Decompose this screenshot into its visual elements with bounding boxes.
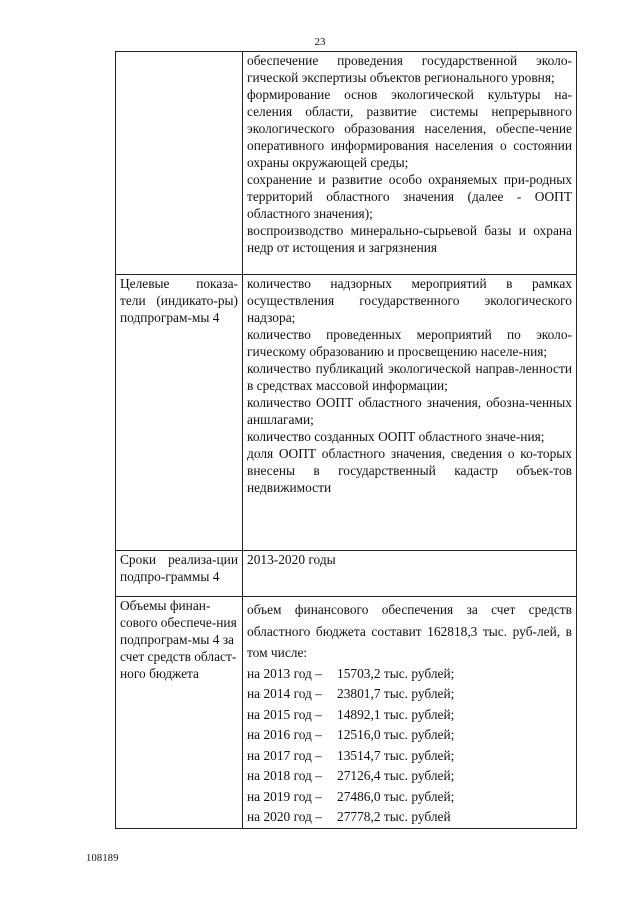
indicators-label-cell: Целевые показа-тели (индикато-ры) подпрограм-мы 4	[116, 275, 243, 551]
finance-year: на 2018 год –	[247, 768, 322, 783]
table-row-terms	[116, 551, 577, 597]
goals-paragraph: формирование основ экологической культуры на-селения области, развитие системы непрерывного экологического образования населения, обеспе-чение оперативного информирования населения о состоянии охраны окружающей среды;	[247, 87, 572, 170]
table-row-finance	[116, 597, 577, 829]
finance-amount: 27486,0 тыс. рублей;	[337, 788, 455, 804]
finance-year-row	[247, 766, 572, 787]
finance-year: на 2017 год –	[247, 747, 322, 763]
table-row-goals	[116, 52, 577, 275]
finance-amount: 14892,1 тыс. рублей;	[337, 706, 455, 722]
finance-year-row	[247, 787, 572, 808]
goals-paragraph: обеспечение проведения государственной эколо-гической экспертизы объектов регионального уровня;	[247, 53, 572, 85]
document-code: 108189	[86, 853, 119, 864]
goals-content-cell	[243, 52, 577, 275]
terms-content-cell: 2013-2020 годы	[243, 551, 577, 597]
goals-paragraph: воспроизводство минерально-сырьевой базы и охрана недр от истощения и загрязнения	[247, 223, 572, 255]
terms-label-cell: Сроки реализа-ции подпро-граммы 4	[116, 551, 243, 597]
finance-content-cell	[243, 597, 577, 829]
indicator-paragraph: количество проведенных мероприятий по эколо-гическому образованию и просвещению населе-ния;	[247, 327, 572, 359]
finance-year-row	[247, 684, 572, 705]
finance-year: на 2020 год –	[247, 809, 322, 824]
finance-year: на 2013 год –	[247, 665, 322, 681]
finance-year-row	[247, 807, 572, 828]
finance-year-row	[247, 746, 572, 767]
finance-year-row	[247, 725, 572, 746]
goals-label-cell	[116, 52, 243, 275]
finance-year: на 2014 год –	[247, 686, 322, 701]
finance-amount: 13514,7 тыс. рублей;	[337, 747, 455, 763]
indicator-paragraph: доля ООПТ областного значения, сведения о ко-торых внесены в государственный кадастр объек-тов недвижимости	[247, 446, 572, 495]
indicator-paragraph: количество надзорных мероприятий в рамках осуществления государственного экологического надзора;	[247, 276, 572, 325]
finance-amount: 15703,2 тыс. рублей;	[337, 665, 455, 681]
indicator-paragraph: количество созданных ООПТ областного значе-ния;	[247, 429, 545, 444]
finance-year: на 2015 год –	[247, 706, 322, 722]
goals-paragraph: сохранение и развитие особо охраняемых при-родных территорий областного значения (далее - ООПТ областного значения);	[247, 172, 572, 221]
finance-year-row	[247, 705, 572, 726]
finance-intro: объем финансового обеспечения за счет средств областного бюджета составит 162818,3 тыс. руб-лей, в том числе:	[247, 602, 572, 660]
finance-year-row	[247, 664, 572, 685]
finance-label-cell	[116, 597, 243, 829]
indicators-content-cell	[243, 275, 577, 551]
finance-amount: 27778,2 тыс. рублей	[337, 809, 451, 824]
table-row-indicators	[116, 275, 577, 551]
finance-amount: 12516,0 тыс. рублей;	[337, 727, 455, 742]
finance-amount: 23801,7 тыс. рублей;	[337, 686, 455, 701]
page-number: 23	[314, 36, 326, 48]
subprogram-passport-table	[115, 51, 577, 829]
finance-label: Объемы финан-сового обеспече-ния подпрограм-мы 4 за счет средств област-ного бюджета	[120, 598, 237, 681]
indicator-paragraph: количество ООПТ областного значения, обозна-ченных аншлагами;	[247, 395, 572, 427]
finance-year: на 2019 год –	[247, 788, 322, 804]
indicator-paragraph: количество публикаций экологической направ-ленности в средствах массовой информации;	[247, 361, 572, 393]
finance-amount: 27126,4 тыс. рублей;	[337, 768, 455, 783]
finance-year: на 2016 год –	[247, 727, 322, 742]
